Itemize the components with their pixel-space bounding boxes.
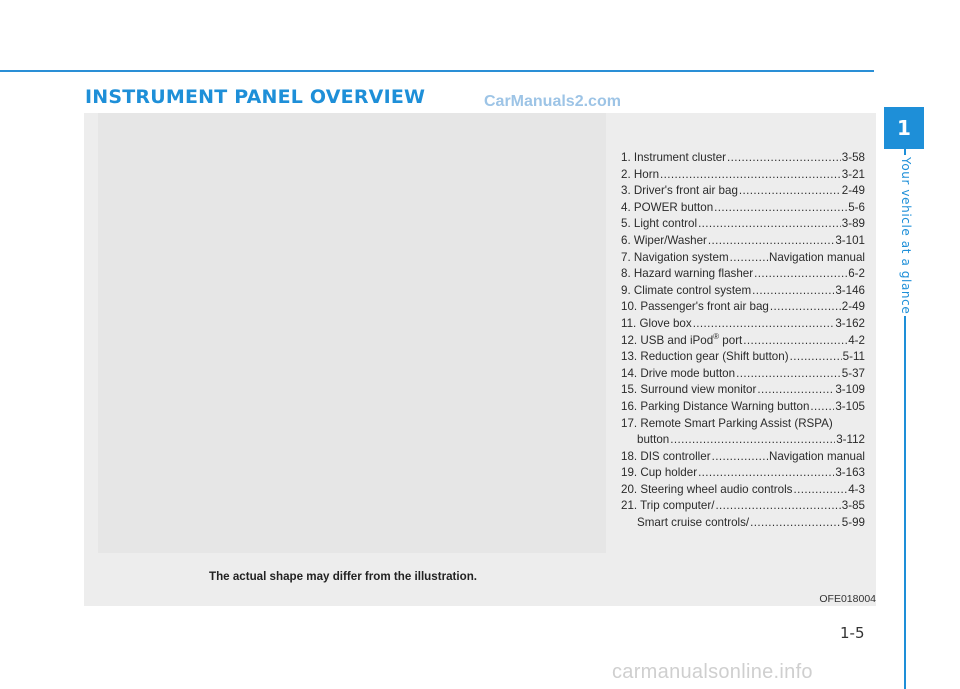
list-item[interactable]: 13. Reduction gear (Shift button) ..... 5-11 xyxy=(621,350,865,367)
figure-note: The actual shape may differ from the illustration. xyxy=(209,570,477,583)
list-item[interactable]: 6. Wiper/Washer ..... 3-101 xyxy=(621,234,865,251)
component-list xyxy=(621,151,865,533)
list-item[interactable]: 7. Navigation system ..... Navigation manual xyxy=(621,251,865,268)
list-item[interactable]: 1. Instrument cluster ..... 3-58 xyxy=(621,151,865,168)
figure-code: OFE018004 xyxy=(819,593,876,605)
list-item[interactable]: 18. DIS controller ..... Navigation manual xyxy=(621,450,865,467)
page-number: 1-5 xyxy=(840,624,865,642)
list-item[interactable]: 19. Cup holder ..... 3-163 xyxy=(621,466,865,483)
list-item[interactable]: 12. USB and iPod® port ..... 4-2 xyxy=(621,334,865,351)
list-item[interactable]: 21. Trip computer/ ..... 3-85 xyxy=(621,499,865,516)
figure-panel xyxy=(84,113,876,606)
header-rule xyxy=(0,70,874,72)
list-item[interactable]: 2. Horn ..... 3-21 xyxy=(621,168,865,185)
chapter-tab: 1 xyxy=(884,107,924,149)
instrument-panel-illustration xyxy=(98,113,606,553)
list-item[interactable]: 10. Passenger's front air bag ..... 2-49 xyxy=(621,300,865,317)
list-item[interactable]: 11. Glove box ..... 3-162 xyxy=(621,317,865,334)
list-item[interactable]: 15. Surround view monitor ..... 3-109 xyxy=(621,383,865,400)
watermark-top: CarManuals2.com xyxy=(484,93,621,110)
list-item[interactable]: 4. POWER button ..... 5-6 xyxy=(621,201,865,218)
chapter-title: Your vehicle at a glance xyxy=(899,157,913,315)
list-item-continuation[interactable]: Smart cruise controls/ ..... 5-99 xyxy=(621,516,865,533)
section-title: INSTRUMENT PANEL OVERVIEW xyxy=(85,86,426,108)
list-item[interactable]: 14. Drive mode button ..... 5-37 xyxy=(621,367,865,384)
list-item-continuation[interactable]: button ..... 3-112 xyxy=(621,433,865,450)
list-item[interactable]: 9. Climate control system ..... 3-146 xyxy=(621,284,865,301)
list-item[interactable]: 8. Hazard warning flasher ..... 6-2 xyxy=(621,267,865,284)
watermark-bottom: carmanualsonline.info xyxy=(612,661,813,683)
list-item[interactable]: 16. Parking Distance Warning button ..... 3-105 xyxy=(621,400,865,417)
list-item[interactable]: 3. Driver's front air bag ..... 2-49 xyxy=(621,184,865,201)
list-item[interactable]: 20. Steering wheel audio controls ..... 4-3 xyxy=(621,483,865,500)
list-item[interactable]: 5. Light control ..... 3-89 xyxy=(621,217,865,234)
list-item[interactable]: 17. Remote Smart Parking Assist (RSPA) xyxy=(621,416,833,430)
